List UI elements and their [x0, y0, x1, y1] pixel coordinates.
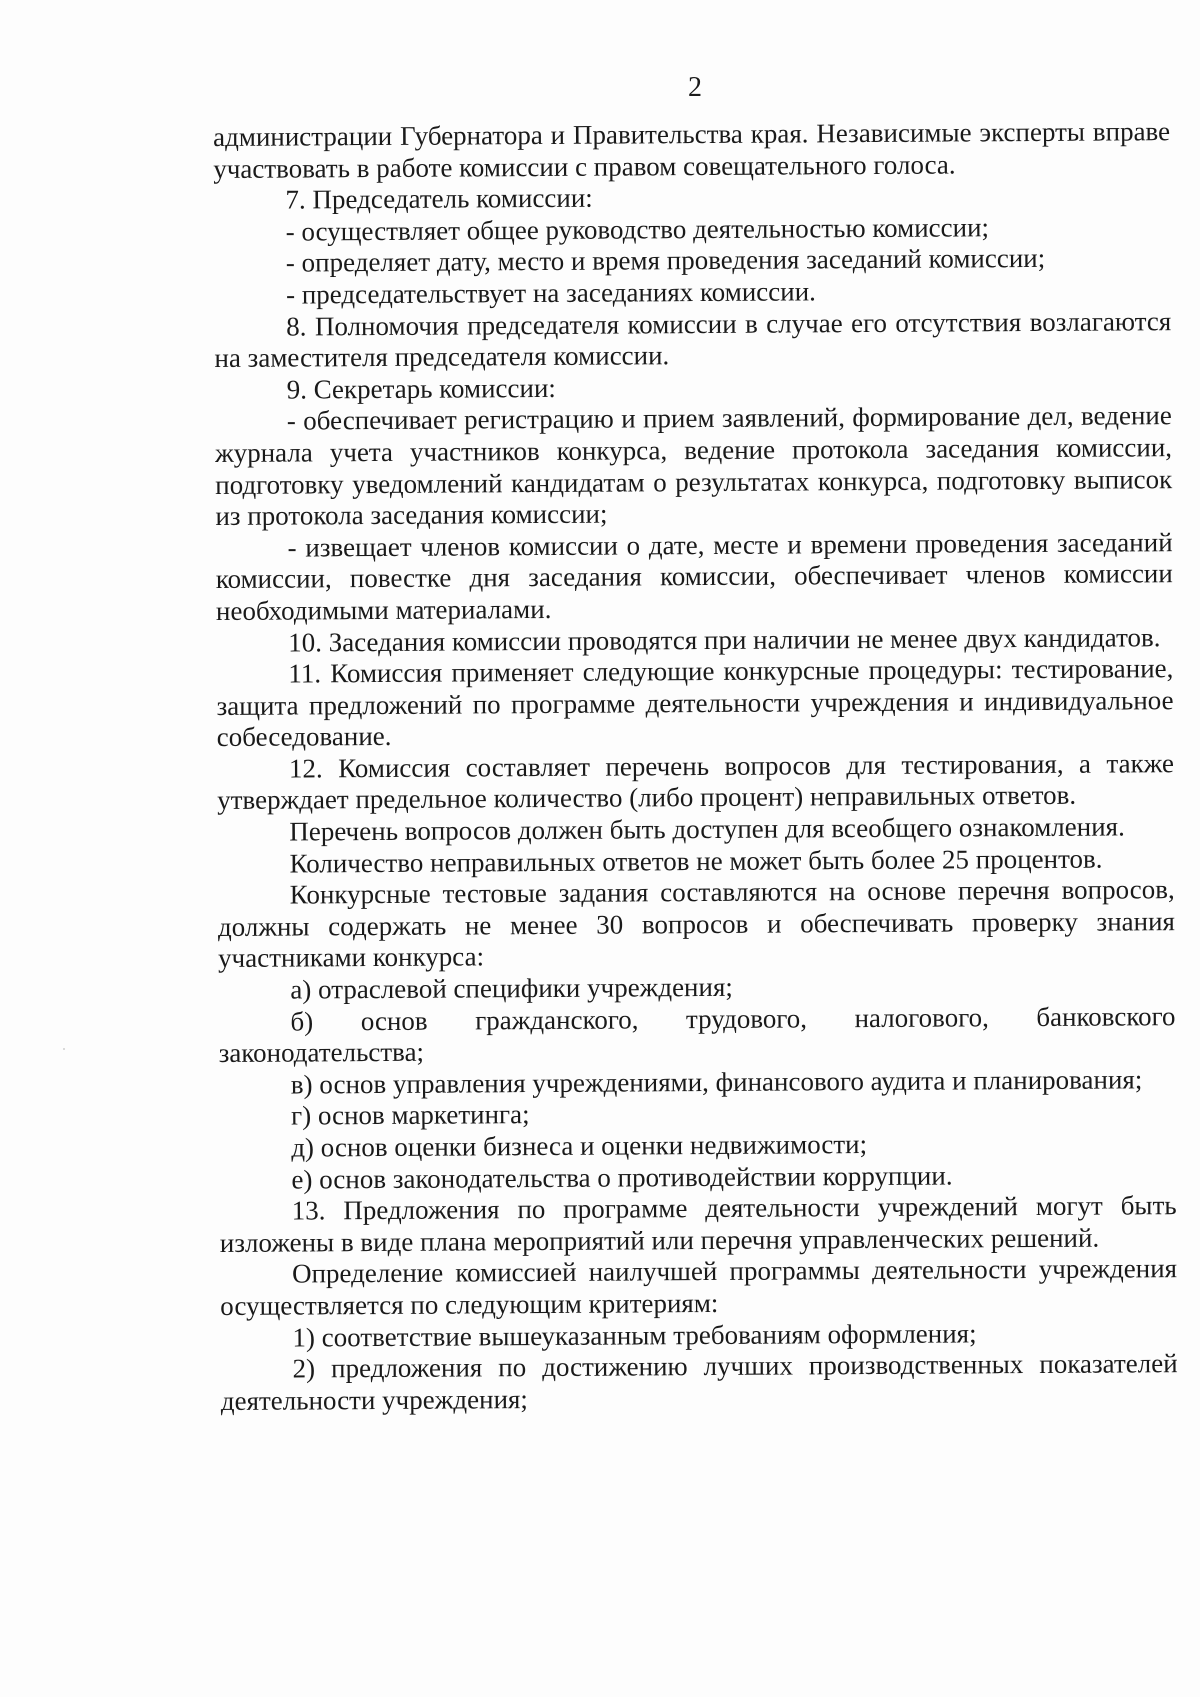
criterion-2: 2) предложения по достижению лучших производственных показателей деятельности учреждения;: [220, 1348, 1178, 1416]
paragraph-8: 8. Полномочия председателя комиссии в случае его отсутствия возлагаются на заместителя председателя комиссии.: [214, 305, 1172, 374]
paragraph-13: 13. Предложения по программе деятельности учреждений могут быть изложены в виде плана мероприятий или перечня управленческих решений.: [219, 1190, 1177, 1258]
paragraph-10: 10. Заседания комиссии проводятся при наличии не менее двух кандидатов.: [288, 621, 1161, 658]
paragraph-9-item-1: - обеспечивает регистрацию и прием заявлений, формирование дел, ведение журнала учета участников конкурса, ведение протокола заседания комиссии, подготовку уведомлений кандидатам о результатах конкурса, подготовку выписок из протокола заседания комиссии;: [214, 400, 1173, 532]
list-item-d: д) основ оценки бизнеса и оценки недвижимости;: [291, 1129, 868, 1163]
paragraph-9-item-2: - извещает членов комиссии о дате, месте и времени проведения заседаний комиссии, повестке дня заседания комиссии, обеспечивает членов комиссии необходимыми материалами.: [215, 526, 1173, 626]
list-item-v: в) основ управления учреждениями, финансового аудита и планирования;: [290, 1064, 1143, 1100]
list-item-b: б) основ гражданского, трудового, налогового, банковского законодательства;: [218, 1000, 1176, 1069]
paragraph-12-wrong-answers: Количество неправильных ответов не может быть более 25 процентов.: [289, 843, 1103, 879]
page-number: 2: [688, 72, 702, 103]
list-item-g: г) основ маркетинга;: [290, 1099, 530, 1131]
paragraph-12: 12. Комиссия составляет перечень вопросов для тестирования, а также утверждает предельное количество (либо процент) неправильных ответов.: [217, 748, 1175, 816]
paragraph-13-criteria: Определение комиссией наилучшей программы деятельности учреждения осуществляется по следующим критериям:: [220, 1253, 1178, 1321]
document-body: [213, 116, 1178, 1417]
paragraph-7-item-3: - председательствует на заседаниях комиссии.: [285, 276, 816, 310]
paragraph-experts: администрации Губернатора и Правительства края. Независимые эксперты вправе участвовать в работе комиссии с правом совещательного голоса.: [213, 116, 1171, 184]
scan-speck: [63, 1048, 65, 1050]
list-item-a: а) отраслевой специфики учреждения;: [290, 971, 733, 1005]
paragraph-12-list-availability: Перечень вопросов должен быть доступен для всеобщего ознакомления.: [289, 811, 1125, 847]
paragraph-9-heading: 9. Секретарь комиссии:: [286, 372, 556, 405]
paragraph-7-item-2: - определяет дату, место и время проведения заседаний комиссии;: [285, 243, 1046, 278]
paragraph-11: 11. Комиссия применяет следующие конкурсные процедуры: тестирование, защита предложений по программе деятельности учреждения и индивидуальное собеседование.: [216, 653, 1174, 753]
paragraph-12-test-tasks: Конкурсные тестовые задания составляются на основе перечня вопросов, должны содержать не менее 30 вопросов и обеспечивать проверку знания участниками конкурса:: [217, 874, 1175, 974]
list-item-e: е) основ законодательства о противодействии коррупции.: [291, 1160, 953, 1195]
paragraph-7-item-1: - осуществляет общее руководство деятельностью комиссии;: [285, 212, 990, 247]
criterion-1: 1) соответствие вышеуказанным требованиям оформления;: [292, 1317, 977, 1353]
paragraph-7-heading: 7. Председатель комиссии:: [285, 182, 593, 215]
